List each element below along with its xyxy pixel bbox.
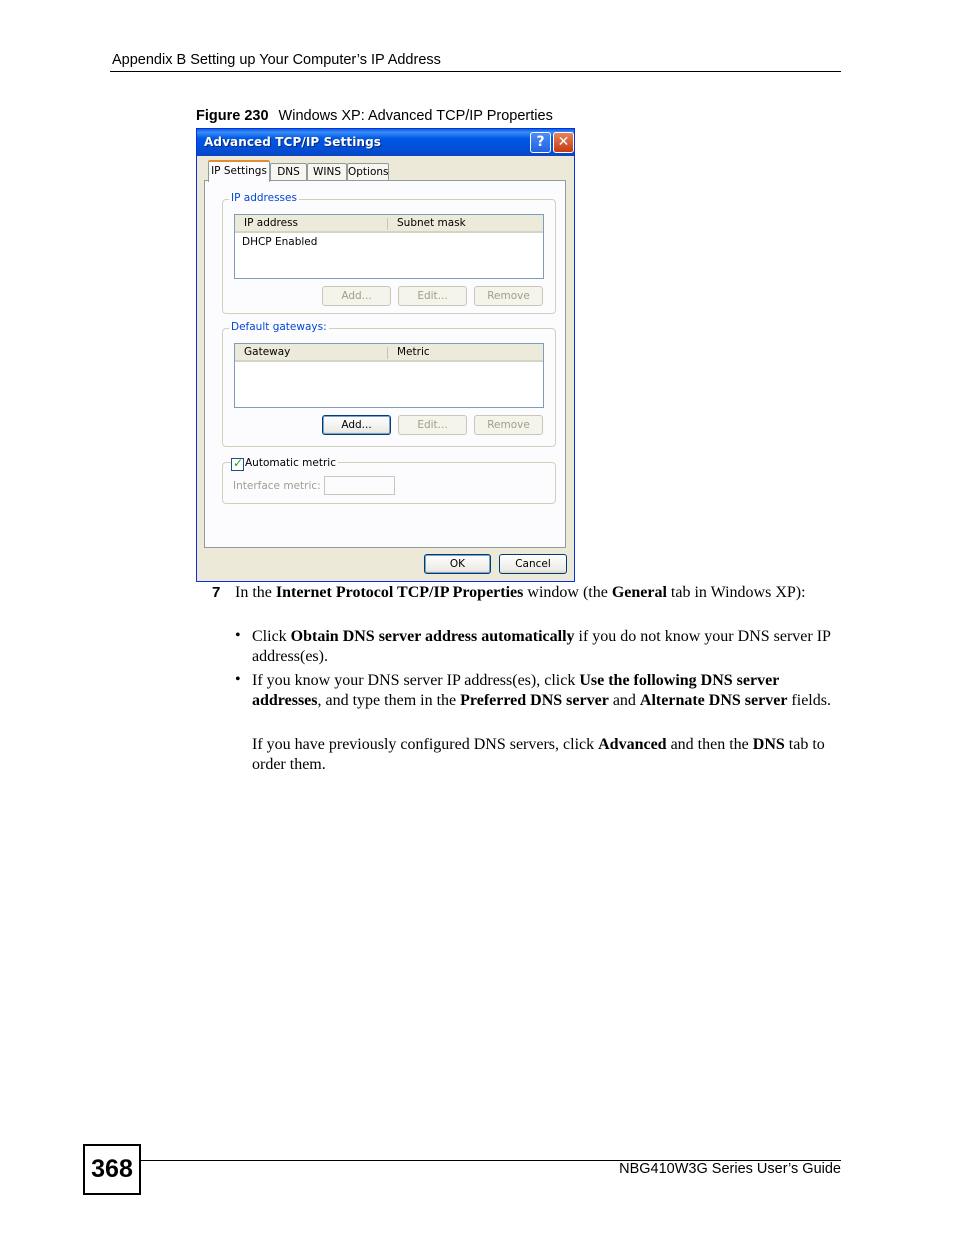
- default-gateways-label: Default gateways:: [231, 321, 327, 333]
- ip-list-header: [235, 215, 543, 233]
- help-icon[interactable]: ?: [530, 132, 551, 153]
- dialog-title: Advanced TCP/IP Settings: [204, 135, 382, 149]
- bullet-icon: •: [235, 671, 241, 688]
- check-icon: ✓: [233, 456, 244, 470]
- tab-dns[interactable]: DNS: [270, 163, 307, 181]
- running-header: Appendix B Setting up Your Computer’s IP Address: [112, 52, 441, 68]
- step-intro: In the Internet Protocol TCP/IP Properties window (the General tab in Windows XP):: [235, 584, 806, 601]
- interface-metric-label: Interface metric:: [233, 480, 321, 492]
- tab-options[interactable]: Options: [347, 163, 389, 181]
- col-separator: [387, 218, 388, 230]
- figure-caption: [196, 108, 553, 124]
- cancel-button[interactable]: Cancel: [499, 554, 567, 574]
- col-ip-address[interactable]: IP address: [244, 217, 299, 229]
- bullet-use-following-dns: If you know your DNS server IP address(es), click Use the following DNS server addresses, and type them in the Preferred DNS server and Alternate DNS server fields.: [252, 672, 831, 709]
- gateway-add-button[interactable]: Add...: [322, 415, 391, 435]
- advanced-dns-paragraph: If you have previously configured DNS servers, click Advanced and then the DNS tab to order them.: [252, 736, 825, 773]
- ip-addresses-label: IP addresses: [231, 192, 297, 204]
- ip-addresses-group: [222, 192, 556, 314]
- gateway-remove-button[interactable]: Remove: [474, 415, 543, 435]
- ip-remove-button[interactable]: Remove: [474, 286, 543, 306]
- guide-title: NBG410W3G Series User’s Guide: [619, 1161, 841, 1177]
- advanced-tcpip-dialog: [196, 128, 575, 582]
- ip-edit-button[interactable]: Edit...: [398, 286, 467, 306]
- automatic-metric-label[interactable]: Automatic metric: [245, 457, 336, 469]
- gateway-list-header: [235, 344, 543, 362]
- col-separator: [387, 347, 388, 359]
- col-gateway[interactable]: Gateway: [244, 346, 291, 358]
- automatic-metric-checkbox[interactable]: [231, 458, 244, 471]
- bullet-icon: •: [235, 627, 241, 644]
- ip-address-list[interactable]: [234, 214, 544, 279]
- col-subnet-mask[interactable]: Subnet mask: [397, 217, 466, 229]
- ip-add-button[interactable]: Add...: [322, 286, 391, 306]
- default-gateways-group: [222, 321, 556, 447]
- col-metric[interactable]: Metric: [397, 346, 430, 358]
- tab-ip-settings[interactable]: IP Settings: [208, 160, 270, 182]
- ok-button[interactable]: OK: [424, 554, 491, 574]
- figure-title: Windows XP: Advanced TCP/IP Properties: [278, 108, 553, 124]
- automatic-metric-group: [222, 456, 556, 504]
- bullet-obtain-dns: Click Obtain DNS server address automatically if you do not know your DNS server IP address(es).: [252, 628, 831, 665]
- step-number: 7: [212, 584, 221, 601]
- close-icon[interactable]: ✕: [553, 132, 574, 153]
- gateway-edit-button[interactable]: Edit...: [398, 415, 467, 435]
- ip-settings-panel: [204, 180, 566, 548]
- tab-wins[interactable]: WINS: [307, 163, 347, 181]
- page-number: 368: [83, 1144, 141, 1195]
- list-item[interactable]: DHCP Enabled: [242, 236, 318, 248]
- interface-metric-input[interactable]: [324, 476, 395, 495]
- dialog-titlebar[interactable]: [197, 129, 574, 156]
- header-rule: [110, 71, 841, 72]
- gateway-list[interactable]: [234, 343, 544, 408]
- figure-label: Figure 230: [196, 108, 269, 124]
